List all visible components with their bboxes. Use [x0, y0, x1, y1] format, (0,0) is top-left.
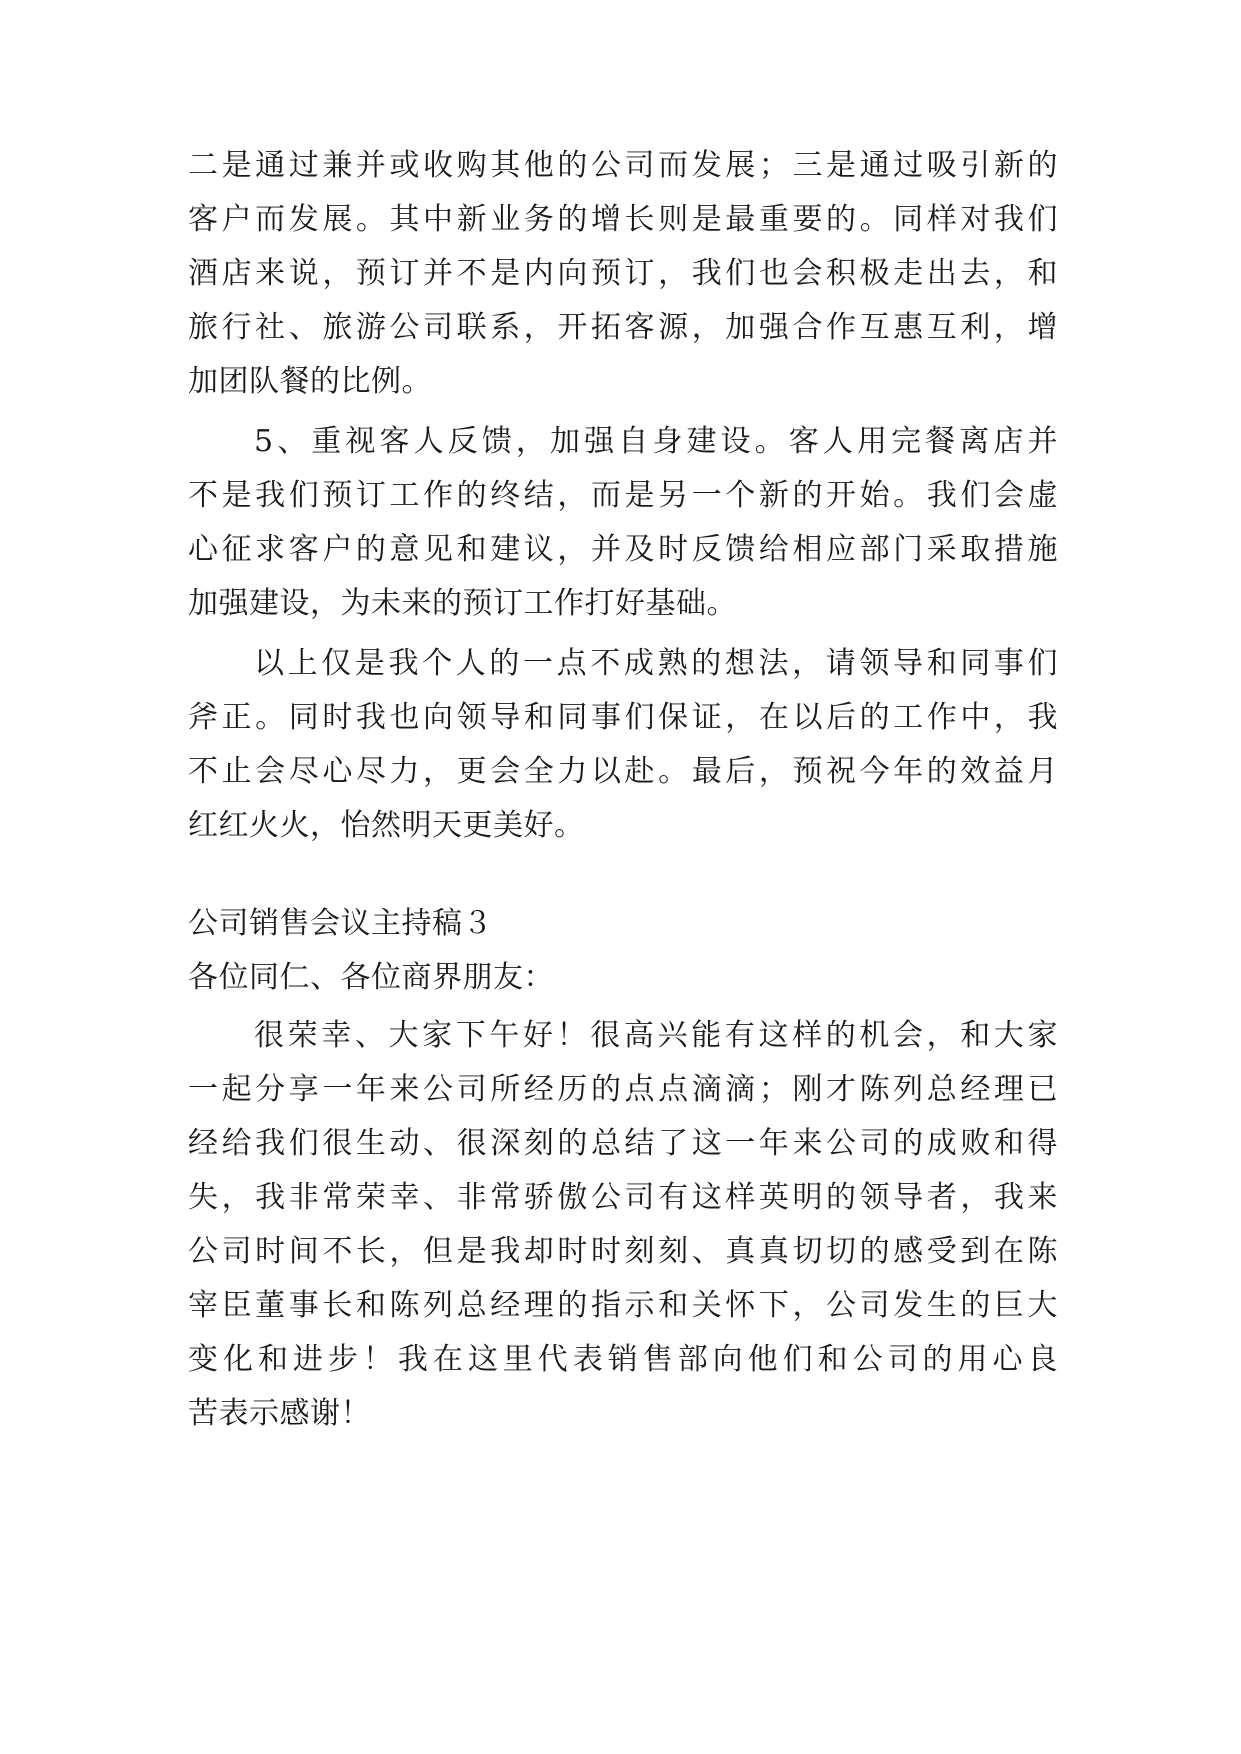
paragraph-line: 不止会尽心尽力，更会全力以赴。最后，预祝今年的效益月	[188, 754, 1058, 789]
section-heading: 公司销售会议主持稿３	[188, 906, 493, 941]
paragraph-line: 客户而发展。其中新业务的增长则是最重要的。同样对我们	[188, 202, 1058, 237]
paragraph-line: 以上仅是我个人的一点不成熟的想法，请领导和同事们	[254, 646, 1058, 681]
paragraph-line: 旅行社、旅游公司联系，开拓客源，加强合作互惠互利，增	[188, 310, 1058, 345]
paragraph-line: 失，我非常荣幸、非常骄傲公司有这样英明的领导者，我来	[188, 1180, 1058, 1215]
paragraph-line: 斧正。同时我也向领导和同事们保证，在以后的工作中，我	[188, 700, 1058, 735]
paragraph-line: 心征求客户的意见和建议，并及时反馈给相应部门采取措施	[188, 532, 1058, 567]
paragraph-line: 公司时间不长，但是我却时时刻刻、真真切切的感受到在陈	[188, 1234, 1058, 1269]
paragraph-line: 不是我们预订工作的终结，而是另一个新的开始。我们会虚	[188, 478, 1058, 513]
paragraph-line: 红红火火，怡然明天更美好。	[188, 808, 585, 843]
paragraph-line: 5、重视客人反馈，加强自身建设。客人用完餐离店并	[254, 424, 1058, 459]
paragraph-line: 二是通过兼并或收购其他的公司而发展；三是通过吸引新的	[188, 148, 1058, 183]
salutation-line: 各位同仁、各位商界朋友：	[188, 960, 554, 995]
paragraph-line: 酒店来说，预订并不是内向预订，我们也会积极走出去，和	[188, 256, 1058, 291]
paragraph-line: 加团队餐的比例。	[188, 364, 432, 399]
paragraph-line: 很荣幸、大家下午好！很高兴能有这样的机会，和大家	[254, 1018, 1058, 1053]
paragraph-line: 一起分享一年来公司所经历的点点滴滴；刚才陈列总经理已	[188, 1072, 1058, 1107]
paragraph-line: 加强建设，为未来的预订工作打好基础。	[188, 586, 737, 621]
paragraph-line: 变化和进步！我在这里代表销售部向他们和公司的用心良	[188, 1342, 1058, 1377]
paragraph-line: 苦表示感谢！	[188, 1396, 371, 1431]
paragraph-line: 经给我们很生动、很深刻的总结了这一年来公司的成败和得	[188, 1126, 1058, 1161]
paragraph-line: 宰臣董事长和陈列总经理的指示和关怀下，公司发生的巨大	[188, 1288, 1058, 1323]
